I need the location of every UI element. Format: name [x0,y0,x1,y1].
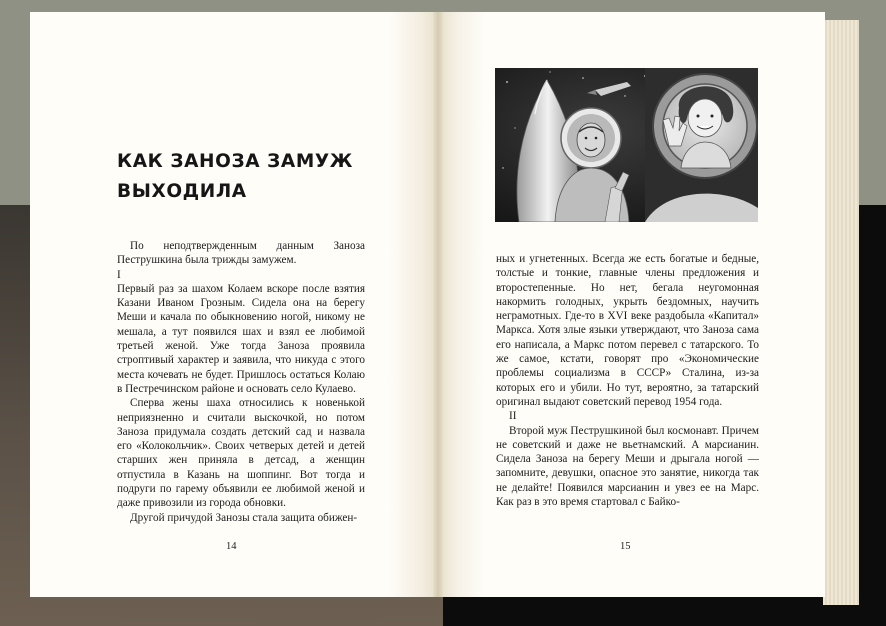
paragraph: Первый раз за шахом Колаем вскоре после взятия Казани Иваном Грозным. Сидела она на берегу Меши и качала по обыкновению ногой, никому не мешала, а тут появился шах и взял ее любимой третьей женой. Уже тогда Заноза проявила строптивый характер и заявила, что никуда с этого места кочевать не будет. Пришлось остаться Колаю в Пестречинском районе и основать село Кулаево. [117,282,365,395]
chapter-title-line1: КАК ЗАНОЗА ЗАМУЖ [117,151,353,172]
chapter-title [117,147,377,207]
paragraph: Другой причудой Занозы стала защита обижен- [130,511,358,524]
section-number: I [117,268,121,281]
page-number-right: 15 [620,541,631,552]
paragraph: Сперва жены шаха относились к новенькой неприязненно и считали выскочкой, но потом Заноза придумала создать детский сад и назвала его «Колокольчик». Своих четверых детей и детей старших жен приняла в детсад, а женщин отпустила в Казань на шоппинг. Вот тогда и подруги по гарему объявили ее любимой женой и даже привозили из города обновки. [117,397,365,510]
left-page-text [117,239,365,525]
section-number: II [509,410,517,423]
paragraph: ных и угнетенных. Всегда же есть богатые и бедные, толстые и тонкие, главные члены предложения и второстепенные. Но нет, бегала неугомонная накормить голодных, укрыть бездомных, научить неграмотных. Где-то в XVI веке раздобыла «Капитал» Маркса. Хотя злые языки утверждают, что Заноза сама его написала, а Маркс потом перевел с татарского. То же самое, кстати, говорят про «Экономические проблемы социализма в СССР» Сталина, из-за которых его и убили. Но тут, вероятно, за татарский оригинал выдают советский перевод 1954 года. [496,253,759,408]
paragraph: По неподтвержденным данным Заноза Пеструшкина была трижды замужем. [117,240,365,267]
paragraph: Второй муж Пеструшкиной был космонавт. Причем не советский и даже не вьетнамский. А марсианин. Сидела Заноза на берегу Меши и дрыгала ногой — запомните, девушки, опасное это занятие, никогда так не делайте! Появился марсианин и увез ее на Марс. Как раз в это время стартовал с Байко- [496,424,759,509]
cosmonaut-illustration [495,68,758,222]
page-number-left: 14 [226,541,237,552]
book-gutter [433,12,443,597]
book-page-edges [823,20,859,605]
right-page-text [496,252,759,509]
chapter-title-line2: ВЫХОДИЛА [117,181,247,202]
